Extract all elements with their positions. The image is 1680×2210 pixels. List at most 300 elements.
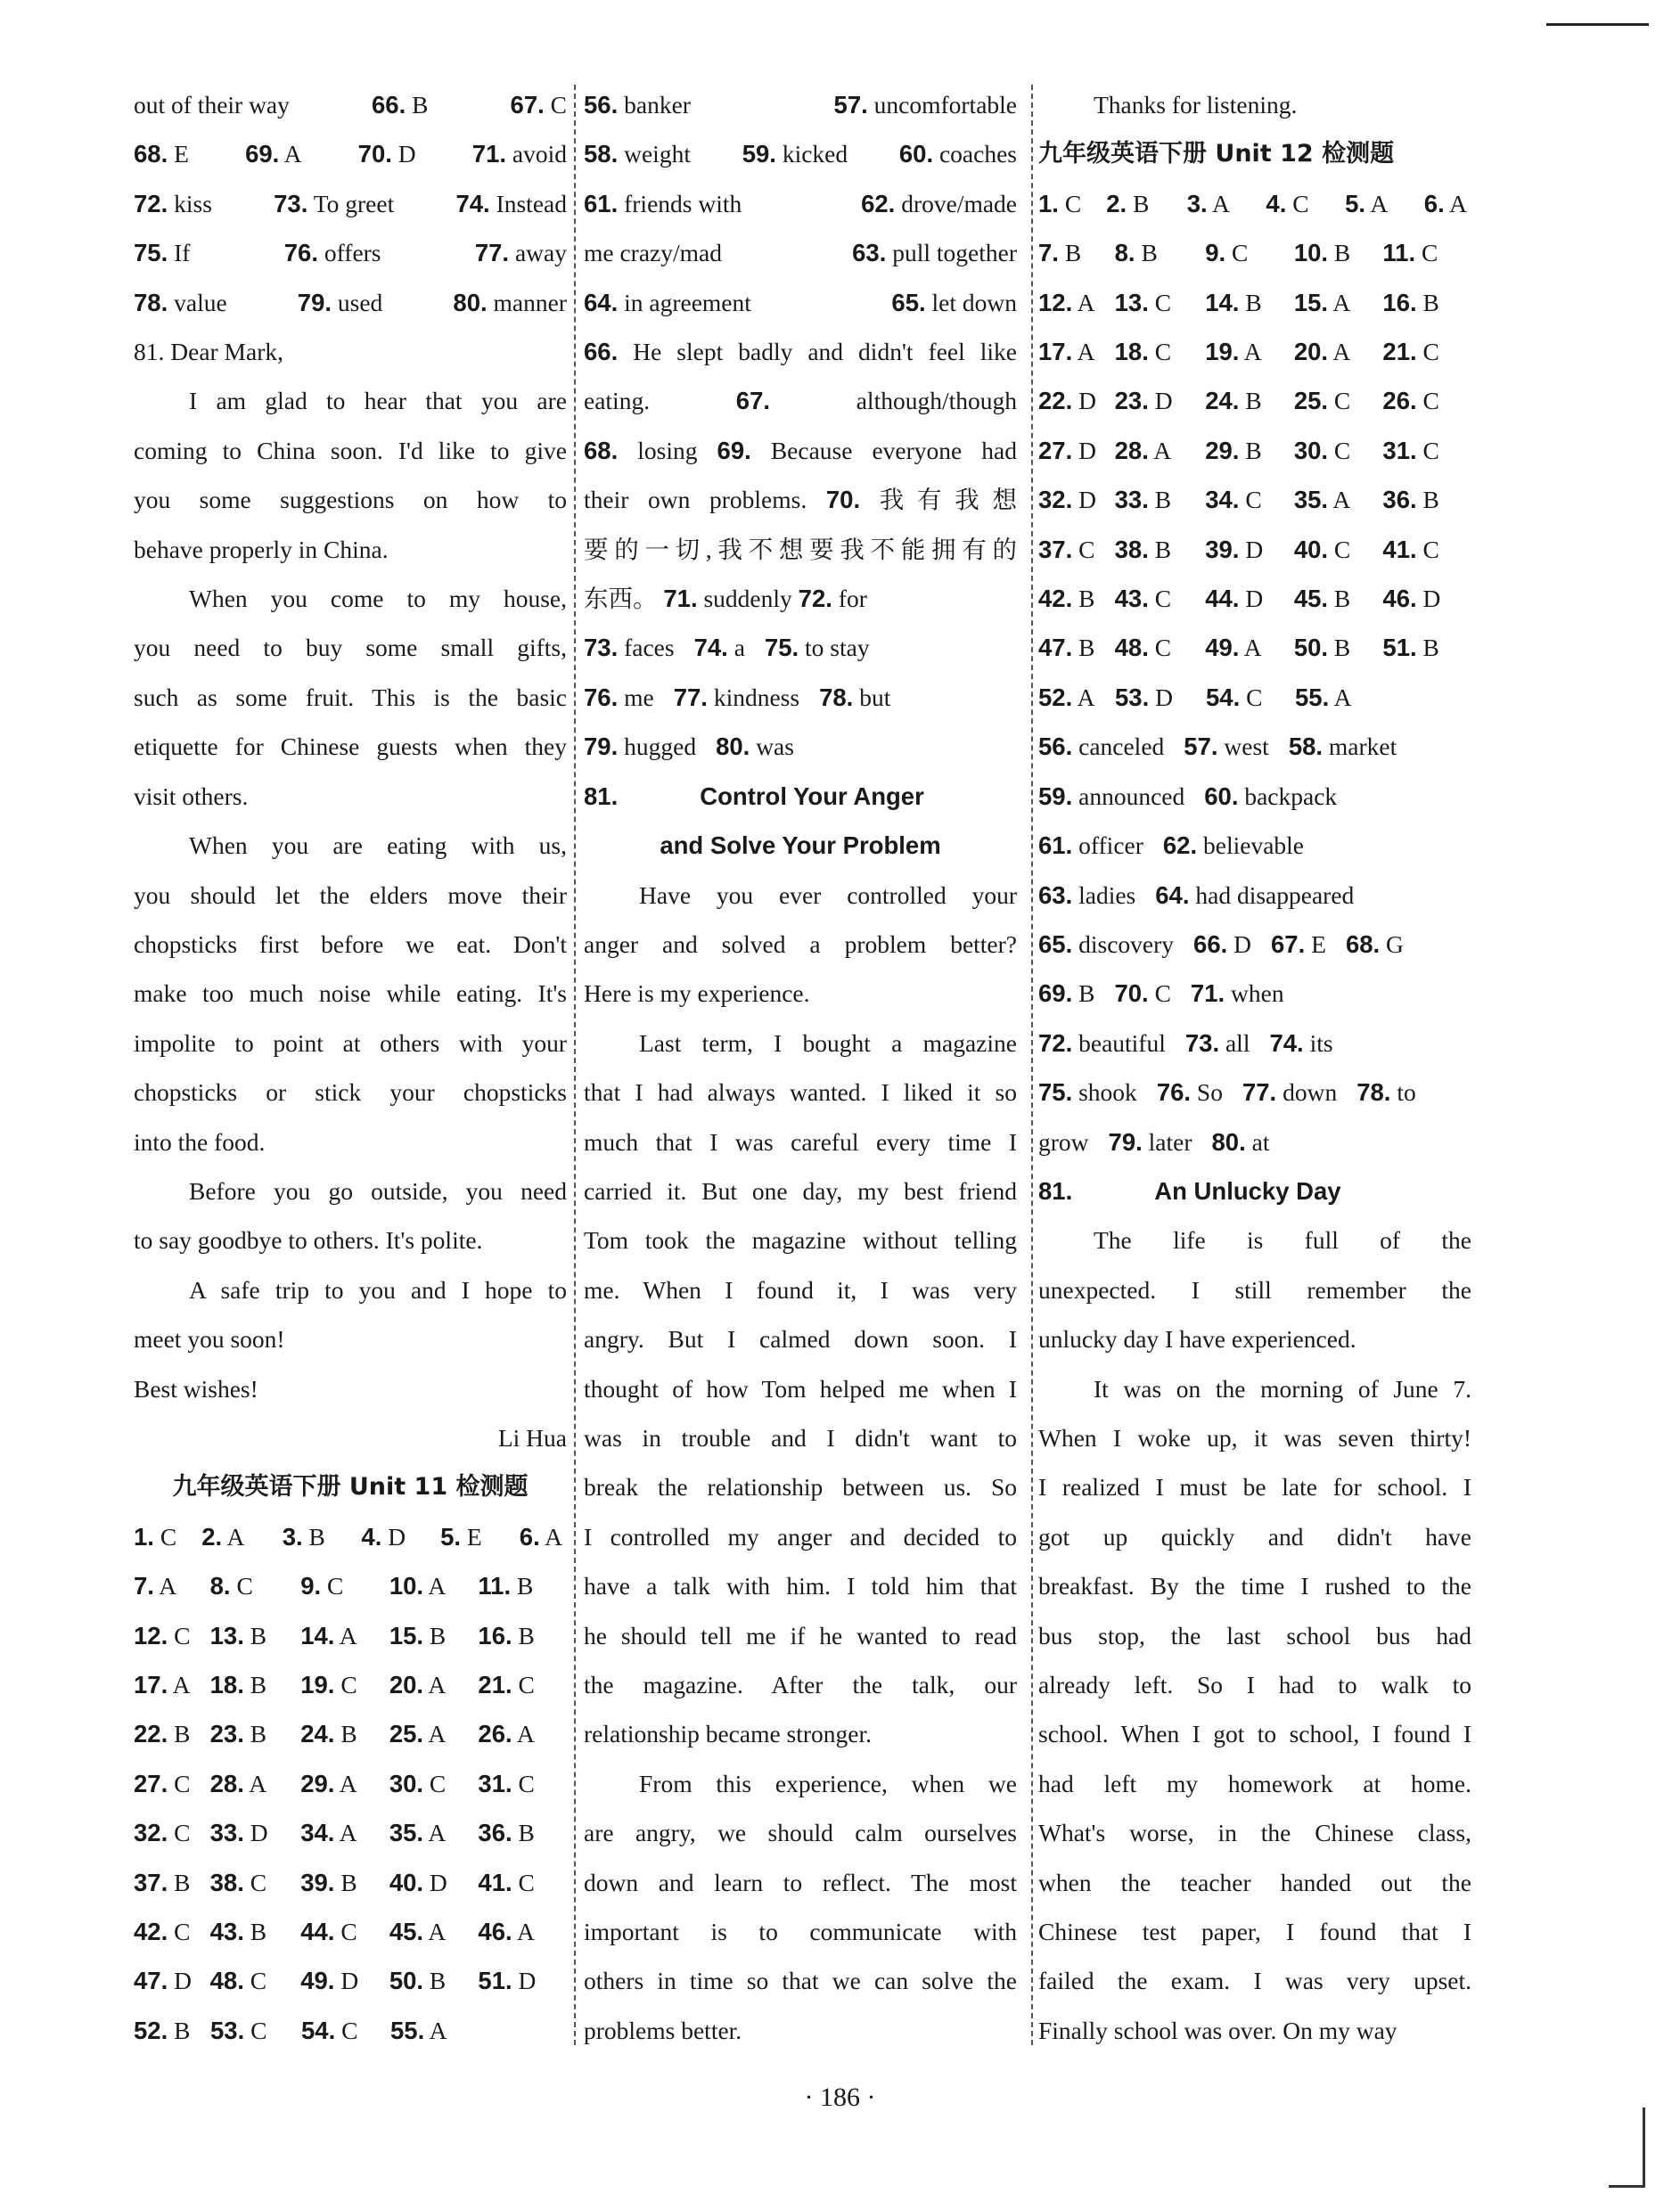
answer-item: 73. To greet bbox=[274, 189, 395, 217]
letter-paragraph-3 bbox=[134, 821, 567, 1166]
text-line: you some suggestions on how to bbox=[134, 486, 567, 514]
answer-item: 68. E bbox=[134, 140, 189, 168]
column-3 bbox=[1038, 80, 1471, 2055]
answer-row bbox=[1038, 574, 1471, 623]
answer-item: 67. C bbox=[510, 91, 567, 119]
answer-item: 26. C bbox=[1382, 387, 1439, 415]
text-line: into the food. bbox=[134, 1127, 266, 1156]
text-line: failed the exam. I was very upset. bbox=[1038, 1967, 1471, 1995]
answer-item: 80. manner bbox=[453, 288, 567, 316]
answer-row bbox=[1038, 772, 1471, 821]
text-line: Last term, I bought a magazine bbox=[639, 1028, 1017, 1057]
text-line: I controlled my anger and decided to bbox=[584, 1522, 1017, 1551]
answer-item: 55. A bbox=[390, 2016, 447, 2044]
answer-item: 74. Instead bbox=[455, 189, 567, 217]
text-line: I realized I must be late for school. I bbox=[1038, 1473, 1471, 1502]
answer-row bbox=[1038, 673, 1471, 722]
answer-item: 55. A bbox=[1295, 683, 1352, 711]
answer-item: 63. pull together bbox=[852, 239, 1017, 267]
answer-item: 24. B bbox=[1205, 387, 1262, 415]
unit-11-answers bbox=[134, 1512, 567, 2055]
answer-item: 20. A bbox=[1293, 338, 1351, 366]
answer-item: 15. A bbox=[1293, 288, 1351, 316]
answer-item: 2. B bbox=[1106, 189, 1150, 217]
text-line: meet you soon! bbox=[134, 1325, 285, 1354]
answer-item: 38. B bbox=[1114, 535, 1172, 563]
answer-item: 5. E bbox=[440, 1522, 482, 1551]
answer-item: 70. C bbox=[1114, 979, 1171, 1008]
answer-item: 64. in agreement bbox=[584, 288, 751, 316]
text-line: have a talk with him. I told him that bbox=[584, 1572, 1017, 1600]
answer-row bbox=[134, 1660, 567, 1709]
answer-item: 40. D bbox=[389, 1868, 447, 1896]
answer-item: 41. C bbox=[1382, 535, 1439, 563]
column-2 bbox=[584, 80, 1017, 2055]
text-line: It was on the morning of June 7. bbox=[1094, 1374, 1471, 1403]
text-line: others in time so that we can solve the bbox=[584, 1967, 1017, 1995]
text-line: Tom took the magazine without telling bbox=[584, 1226, 1017, 1255]
answer-row bbox=[1038, 278, 1471, 327]
answer-row bbox=[1038, 871, 1471, 920]
answer-row bbox=[134, 228, 567, 277]
answer-item: 8. C bbox=[209, 1572, 253, 1600]
answer-item: 11. C bbox=[1382, 239, 1438, 267]
text-line: When I woke up, it was seven thirty! bbox=[1038, 1423, 1471, 1452]
unit-12-answers bbox=[1038, 179, 1471, 722]
essay-number: 81. bbox=[584, 782, 619, 810]
text-line: unlucky day I have experienced. bbox=[1038, 1325, 1356, 1354]
unit-11-heading: 九年级英语下册 Unit 11 检测题 bbox=[172, 1473, 529, 1502]
answer-item: 64. had disappeared bbox=[1155, 880, 1355, 909]
answer-item: 68. G bbox=[1345, 929, 1404, 958]
corner-mark-bottom-right bbox=[1643, 2108, 1645, 2188]
answer-item: 36. B bbox=[1382, 486, 1439, 514]
answer-item: 46. A bbox=[478, 1918, 535, 1946]
answer-item: 42. C bbox=[134, 1918, 191, 1946]
answer-item: 32. C bbox=[134, 1819, 191, 1847]
answer-row bbox=[1038, 821, 1471, 870]
answer-row bbox=[1038, 228, 1471, 277]
text-line: Chinese test paper, I found that I bbox=[1038, 1918, 1471, 1946]
answer-item: 1. C bbox=[134, 1522, 177, 1551]
text-line: got up quickly and didn't have bbox=[1038, 1522, 1471, 1551]
text-line: the magazine. After the talk, our bbox=[584, 1671, 1017, 1698]
text-line: angry. But I calmed down soon. I bbox=[584, 1325, 1017, 1354]
text-line: From this experience, when we bbox=[639, 1769, 1017, 1797]
text-line: chopsticks first before we eat. Don't bbox=[134, 929, 567, 958]
answer-item: 79. hugged bbox=[584, 733, 697, 761]
essay-paragraph-1 bbox=[1038, 1216, 1471, 1363]
answers-66-80 bbox=[134, 80, 567, 327]
answer-item: 6. A bbox=[1423, 189, 1467, 217]
answer-item: 53. C bbox=[210, 2016, 267, 2044]
answer-item: 33. B bbox=[1114, 486, 1172, 514]
answer-item: 1. C bbox=[1038, 189, 1082, 217]
answers-56-65 bbox=[584, 80, 1017, 327]
answer-item: 30. C bbox=[1293, 436, 1351, 464]
answer-row bbox=[584, 228, 1017, 277]
answer-item: 52. B bbox=[134, 2016, 191, 2044]
text-line: carried it. But one day, my best friend bbox=[584, 1176, 1017, 1205]
text-line: had left my homework at home. bbox=[1038, 1769, 1471, 1797]
answer-row bbox=[1038, 920, 1471, 969]
answer-item: 26. A bbox=[478, 1720, 535, 1748]
text-line: visit others. bbox=[134, 782, 249, 810]
answer-item: 65. discovery bbox=[1038, 929, 1175, 958]
answer-item: 54. C bbox=[1206, 683, 1263, 711]
answer-row bbox=[134, 1808, 567, 1857]
answers-66-72 bbox=[584, 327, 1017, 623]
answer-item: 21. C bbox=[1382, 338, 1439, 366]
letter-signature: Li Hua bbox=[497, 1423, 567, 1452]
answer-item: 27. C bbox=[134, 1769, 191, 1797]
text-line: When you are eating with us, bbox=[189, 831, 567, 860]
text-line: etiquette for Chinese guests when they bbox=[134, 733, 567, 761]
answer-row bbox=[134, 1907, 567, 1956]
answer-row bbox=[1038, 179, 1471, 228]
answer-item: 13. B bbox=[209, 1621, 267, 1649]
answer-item: 51. B bbox=[1382, 634, 1439, 662]
answer-item: 31. C bbox=[1382, 436, 1439, 464]
answer-item: 48. C bbox=[209, 1967, 267, 1995]
answer-item: 15. B bbox=[389, 1621, 447, 1649]
answer-item: 72. kiss bbox=[134, 189, 212, 217]
answer-item: 29. A bbox=[300, 1769, 357, 1797]
answer-item: 4. C bbox=[1266, 189, 1309, 217]
text-line: problems better. bbox=[584, 2016, 742, 2044]
answer-row bbox=[134, 2006, 567, 2055]
answer-item: 50. B bbox=[389, 1967, 447, 1995]
answer-item: 45. A bbox=[389, 1918, 447, 1946]
text-line: when the teacher handed out the bbox=[1038, 1868, 1471, 1896]
answer-row bbox=[134, 1956, 567, 2005]
answer-item: 25. A bbox=[389, 1720, 447, 1748]
answer-item: 19. C bbox=[300, 1671, 357, 1698]
answer-item: 16. B bbox=[1382, 288, 1439, 316]
answer-item: 9. C bbox=[1205, 239, 1249, 267]
answer-row bbox=[1038, 426, 1471, 475]
answer-item: 75. If bbox=[134, 239, 191, 267]
answer-item: 43. C bbox=[1114, 585, 1172, 613]
letter-paragraph-5 bbox=[134, 1265, 567, 1364]
answer-row bbox=[1038, 475, 1471, 524]
answer-item: 69. A bbox=[245, 140, 302, 168]
answer-item: 8. B bbox=[1114, 239, 1158, 267]
answer-item: 76. offers bbox=[283, 239, 381, 267]
essay-title-line-2: and Solve Your Problem bbox=[660, 831, 941, 860]
answer-item: 36. B bbox=[478, 1819, 535, 1847]
answer-item: 51. D bbox=[478, 1967, 537, 1995]
page-number: · 186 · bbox=[804, 2083, 876, 2112]
answer-item: 80. at bbox=[1211, 1127, 1270, 1156]
answer-item: 3. A bbox=[1186, 189, 1230, 217]
answer-item: 56. banker bbox=[584, 91, 691, 119]
letter-paragraph-4 bbox=[134, 1166, 567, 1265]
answer-item: 73. faces bbox=[584, 634, 675, 662]
answer-row bbox=[134, 1611, 567, 1660]
answer-row bbox=[1038, 525, 1471, 574]
answer-item: 31. C bbox=[478, 1769, 535, 1797]
answer-item: 43. B bbox=[209, 1918, 267, 1946]
answer-row bbox=[134, 278, 567, 327]
answer-item: 40. C bbox=[1293, 535, 1351, 563]
answer-item: 14. A bbox=[300, 1621, 357, 1649]
answer-item: 7. B bbox=[1038, 239, 1082, 267]
text-line: behave properly in China. bbox=[134, 535, 389, 563]
text-line: What's worse, in the Chinese class, bbox=[1038, 1819, 1471, 1847]
corner-mark-top-right bbox=[1546, 23, 1649, 26]
answer-item: 57. west bbox=[1184, 733, 1269, 761]
answer-item: 61. officer bbox=[1038, 831, 1143, 860]
text-line: you should let the elders move their bbox=[134, 880, 567, 909]
answer-item: 21. C bbox=[478, 1671, 535, 1698]
answer-item: 18. C bbox=[1114, 338, 1172, 366]
text-line: 66. He slept badly and didn't feel like bbox=[584, 338, 1017, 366]
text-line: The life is full of the bbox=[1094, 1226, 1471, 1255]
answer-item: 54. C bbox=[301, 2016, 358, 2044]
answer-item: 20. A bbox=[389, 1671, 447, 1698]
answer-row bbox=[584, 623, 1017, 672]
answer-row bbox=[1038, 722, 1471, 771]
answer-item: 24. B bbox=[300, 1720, 357, 1748]
text-line: such as some fruit. This is the basic bbox=[134, 683, 567, 711]
text-line: that I had always wanted. I liked it so bbox=[584, 1078, 1017, 1107]
text-line: coming to China soon. I'd like to give bbox=[134, 436, 567, 464]
answer-item: 29. B bbox=[1205, 436, 1262, 464]
answer-item: 66. B bbox=[371, 91, 429, 119]
closing-line: Thanks for listening. bbox=[1094, 91, 1298, 119]
text-line: eating. 67. although/though bbox=[584, 387, 1017, 415]
answer-item: 37. B bbox=[134, 1868, 191, 1896]
answer-item: 65. let down bbox=[891, 288, 1017, 316]
answer-item: 46. D bbox=[1382, 585, 1441, 613]
answer-row bbox=[134, 179, 567, 228]
answer-item: 47. D bbox=[134, 1967, 192, 1995]
answer-row bbox=[1038, 1019, 1471, 1068]
answer-item: 27. D bbox=[1038, 436, 1096, 464]
answer-item: 71. avoid bbox=[471, 140, 567, 168]
answer-item: 39. B bbox=[300, 1868, 357, 1896]
answer-item: 2. A bbox=[201, 1522, 245, 1551]
answer-item: 71. when bbox=[1190, 979, 1284, 1008]
answer-item: out of their way bbox=[134, 91, 290, 119]
answers-56-80 bbox=[1038, 722, 1471, 1166]
answer-item: 78. to bbox=[1356, 1078, 1416, 1107]
answer-item: 12. A bbox=[1038, 288, 1095, 316]
answer-item: 50. B bbox=[1293, 634, 1351, 662]
answer-item: 23. D bbox=[1114, 387, 1173, 415]
answer-row bbox=[134, 1709, 567, 1758]
text-line: school. When I got to school, I found I bbox=[1038, 1720, 1471, 1748]
corner-mark-bottom-right-foot bbox=[1609, 2185, 1645, 2188]
answer-item: 76. me bbox=[584, 683, 654, 711]
answer-item: 78. but bbox=[819, 683, 891, 711]
answer-item: 32. D bbox=[1038, 486, 1096, 514]
text-line: 68. losing 69. Because everyone had bbox=[584, 436, 1017, 464]
answer-item: 67. E bbox=[1271, 929, 1326, 958]
answer-row bbox=[1038, 1068, 1471, 1117]
answer-item: 77. kindness bbox=[673, 683, 800, 711]
answer-item: 70. D bbox=[357, 140, 416, 168]
answer-item: 62. believable bbox=[1162, 831, 1304, 860]
answer-item: 38. C bbox=[209, 1868, 267, 1896]
answer-row bbox=[1038, 1117, 1471, 1166]
answer-item: 72. beautiful bbox=[1038, 1028, 1166, 1057]
answer-item: 11. B bbox=[478, 1572, 534, 1600]
answer-row bbox=[1038, 969, 1471, 1018]
text-line: their own problems. 70. 我有我想 bbox=[584, 486, 1018, 514]
answer-item: 74. its bbox=[1269, 1028, 1333, 1057]
answer-row bbox=[584, 722, 1017, 771]
answer-item: 41. C bbox=[478, 1868, 535, 1896]
answer-row bbox=[134, 129, 567, 178]
answer-item: 30. C bbox=[389, 1769, 447, 1797]
answer-item: 66. D bbox=[1193, 929, 1252, 958]
answer-item: 39. D bbox=[1205, 535, 1264, 563]
essay-paragraph-2 bbox=[584, 1019, 1017, 1759]
answer-row bbox=[584, 129, 1017, 178]
essay-heading bbox=[1038, 1166, 1471, 1216]
column-1 bbox=[134, 80, 567, 2055]
letter-greeting: 81. Dear Mark, bbox=[134, 338, 283, 366]
letter-essay bbox=[134, 327, 567, 1462]
letter-closing: Best wishes! bbox=[134, 1374, 258, 1403]
answer-item: 10. B bbox=[1293, 239, 1351, 267]
essay-paragraph-3 bbox=[584, 1759, 1017, 2055]
answer-item: 57. uncomfortable bbox=[833, 91, 1017, 119]
answer-item: 59. announced bbox=[1038, 782, 1185, 810]
answer-item: 34. C bbox=[1205, 486, 1262, 514]
answer-item: 49. D bbox=[300, 1967, 359, 1995]
answer-row bbox=[134, 80, 567, 129]
text-line: 要的一切,我不想要我不能拥有的 bbox=[584, 535, 1017, 563]
text-line: bus stop, the last school bus had bbox=[1038, 1621, 1471, 1649]
answer-row bbox=[134, 1561, 567, 1610]
answer-item: 12. C bbox=[134, 1621, 191, 1649]
answer-item: 53. D bbox=[1115, 683, 1173, 711]
answer-item: 17. A bbox=[134, 1671, 191, 1698]
answer-item: 3. B bbox=[282, 1522, 325, 1551]
answer-item: 35. A bbox=[389, 1819, 447, 1847]
text-line: down and learn to reflect. The most bbox=[584, 1868, 1017, 1896]
answer-item: 80. was bbox=[716, 733, 794, 761]
essay-paragraph-1 bbox=[584, 871, 1017, 1019]
text-line: to say goodbye to others. It's polite. bbox=[134, 1226, 483, 1255]
answer-item: 16. B bbox=[478, 1621, 535, 1649]
answer-item: 56. canceled bbox=[1038, 733, 1165, 761]
column-divider-2 bbox=[1031, 85, 1033, 2045]
answer-item: 61. friends with bbox=[584, 189, 742, 217]
text-line: I am glad to hear that you are bbox=[189, 387, 567, 415]
answer-item: 34. A bbox=[300, 1819, 357, 1847]
answer-item: 25. C bbox=[1293, 387, 1351, 415]
answer-item: 22. B bbox=[134, 1720, 191, 1748]
answer-item: 60. backpack bbox=[1204, 782, 1338, 810]
answer-item: 23. B bbox=[209, 1720, 267, 1748]
answer-row bbox=[1038, 327, 1471, 376]
answer-item: 77. away bbox=[474, 239, 567, 267]
text-line: 东西。 71. suddenly 72. for bbox=[584, 585, 867, 613]
answer-item: 42. B bbox=[1038, 585, 1095, 613]
answer-item: 73. all bbox=[1184, 1028, 1250, 1057]
text-line: much that I was careful every time I bbox=[584, 1127, 1017, 1156]
answer-item: 47. B bbox=[1038, 634, 1095, 662]
text-line: When you come to my house, bbox=[189, 585, 567, 613]
answer-row bbox=[584, 278, 1017, 327]
text-line: relationship became stronger. bbox=[584, 1720, 873, 1748]
answer-item: grow bbox=[1038, 1127, 1089, 1156]
answer-item: 10. A bbox=[389, 1572, 447, 1600]
answer-row bbox=[134, 1512, 567, 1561]
answer-item: 63. ladies bbox=[1038, 880, 1136, 909]
answer-row bbox=[584, 673, 1017, 722]
answer-item: 75. to stay bbox=[764, 634, 870, 662]
answer-item: 62. drove/made bbox=[861, 189, 1017, 217]
answer-item: 52. A bbox=[1038, 683, 1095, 711]
answer-item: 79. used bbox=[297, 288, 383, 316]
answer-item: 58. market bbox=[1288, 733, 1397, 761]
answer-item: 19. A bbox=[1205, 338, 1262, 366]
letter-paragraph-2 bbox=[134, 574, 567, 821]
text-line: important is to communicate with bbox=[584, 1918, 1017, 1946]
answer-item: 79. later bbox=[1108, 1127, 1192, 1156]
answer-item: 58. weight bbox=[584, 140, 691, 168]
letter-paragraph-1 bbox=[134, 376, 567, 574]
text-line: unexpected. I still remember the bbox=[1038, 1275, 1471, 1304]
answer-item: 76. So bbox=[1156, 1078, 1223, 1107]
answer-item: 9. C bbox=[300, 1572, 344, 1600]
answer-item: 28. A bbox=[1114, 436, 1172, 464]
answer-item: 35. A bbox=[1293, 486, 1351, 514]
answer-item: 13. C bbox=[1114, 288, 1172, 316]
answer-row bbox=[1038, 623, 1471, 672]
text-line: already left. So I had to walk to bbox=[1038, 1671, 1471, 1698]
column-divider-1 bbox=[574, 85, 576, 2045]
text-line: anger and solved a problem better? bbox=[584, 929, 1017, 958]
text-line: impolite to point at others with your bbox=[134, 1028, 567, 1057]
answer-item: 75. shook bbox=[1038, 1078, 1137, 1107]
text-line: break the relationship between us. So bbox=[584, 1473, 1017, 1502]
text-line: you need to buy some small gifts, bbox=[134, 634, 567, 662]
answer-row bbox=[134, 1858, 567, 1907]
answer-item: 44. C bbox=[300, 1918, 357, 1946]
essay-number: 81. bbox=[1038, 1176, 1073, 1205]
text-line: make too much noise while eating. It's bbox=[134, 979, 567, 1008]
essay-title-line-1: Control Your Anger bbox=[700, 782, 924, 810]
text-line: are angry, we should calm ourselves bbox=[584, 1819, 1017, 1847]
answer-item: 5. A bbox=[1345, 189, 1389, 217]
essay-paragraph-2 bbox=[1038, 1364, 1471, 2056]
answer-item: 33. D bbox=[209, 1819, 268, 1847]
essay-title: An Unlucky Day bbox=[1154, 1176, 1341, 1205]
answer-item: 14. B bbox=[1205, 288, 1262, 316]
answer-item: 60. coaches bbox=[898, 140, 1017, 168]
answer-row bbox=[134, 1759, 567, 1808]
answer-item: 44. D bbox=[1205, 585, 1264, 613]
text-line: Here is my experience. bbox=[584, 979, 810, 1008]
answers-73-80 bbox=[584, 623, 1017, 771]
answer-row bbox=[1038, 376, 1471, 425]
essay-heading bbox=[584, 772, 1017, 821]
answer-item: 77. down bbox=[1242, 1078, 1338, 1107]
answer-item: 69. B bbox=[1038, 979, 1095, 1008]
answer-item: 7. A bbox=[134, 1572, 177, 1600]
answer-item: 28. A bbox=[209, 1769, 267, 1797]
answer-item: 37. C bbox=[1038, 535, 1095, 563]
text-line: Before you go outside, you need bbox=[189, 1176, 567, 1205]
text-line: chopsticks or stick your chopsticks bbox=[134, 1078, 567, 1107]
text-line: Finally school was over. On my way bbox=[1038, 2016, 1397, 2044]
